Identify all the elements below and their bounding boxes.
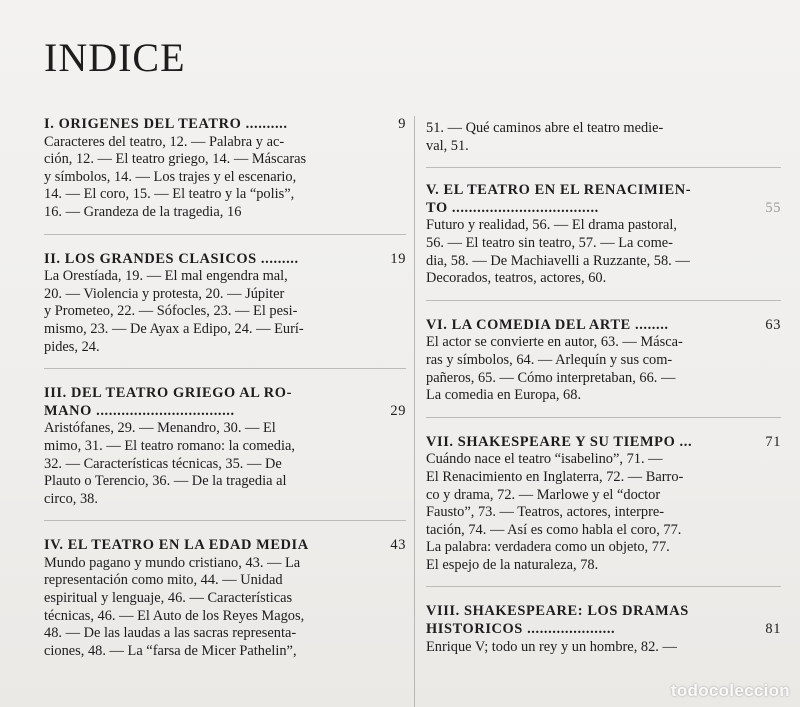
page-number: 9 — [398, 116, 406, 132]
page-number: 63 — [765, 316, 781, 333]
section-heading: V. EL TEATRO EN EL RENACIMIEN- TO ................................... 55 — [426, 182, 781, 216]
page-number: 71 — [765, 433, 781, 450]
section-heading: IV. EL TEATRO EN LA EDAD MEDIA 43 — [44, 537, 406, 554]
page-number: 29 — [390, 402, 406, 419]
section-heading: III. DEL TEATRO GRIEGO AL RO- MANO ................................. 29 — [44, 385, 406, 419]
section-heading: II. LOS GRANDES CLASICOS ......... 19 — [44, 250, 406, 267]
toc-section-4: IV. EL TEATRO EN LA EDAD MEDIA 43 Mundo pagano y mundo cristiano, 43. — La representación como mito, 44. — Unidad espiritual y lenguaje, 46. — Características técnicas, 46. — El Auto de los Reyes Magos, 48. — De las laudas a las sacras representa- ciones, 48. — La “farsa de Micer Pathelin”, — [44, 537, 406, 659]
toc-section-5: V. EL TEATRO EN EL RENACIMIEN- TO ................................... 55 Futuro y realidad, 56. — El drama pastoral, 56. — El teatro sin teatro, 57. — La come- dia, 58. — De Machiavelli a Ruzzante, 58. — Decorados, teatros, actores, 60. — [426, 182, 781, 301]
section-heading: VIII. SHAKESPEARE: LOS DRAMAS HISTORICOS ..................... 81 — [426, 603, 781, 638]
page-number: 55 — [765, 199, 781, 216]
toc-section-8: VIII. SHAKESPEARE: LOS DRAMAS HISTORICOS ..................... 81 Enrique V; todo un rey y un hombre, 82. — — [426, 603, 781, 655]
page-title: INDICE — [44, 35, 186, 80]
column-divider — [414, 116, 415, 707]
page-number: 81 — [765, 621, 781, 638]
right-column — [426, 120, 781, 684]
left-column — [44, 116, 406, 688]
toc-section-1: I. ORIGENES DEL TEATRO .......... 9 Caracteres del teatro, 12. — Palabra y ac- ción, 12. — El teatro griego, 14. — Máscaras y símbolos, 14. — Los trajes y el escenario, 14. — El coro, 15. — El teatro y la “polis”, 16. — Grandeza de la tragedia, 16 — [44, 116, 406, 235]
section-heading: I. ORIGENES DEL TEATRO .......... 9 — [44, 116, 406, 132]
page-number: 43 — [390, 537, 406, 554]
toc-continuation: 51. — Qué caminos abre el teatro medie- val, 51. — [426, 120, 781, 168]
toc-section-2: II. LOS GRANDES CLASICOS ......... 19 La Orestíada, 19. — El mal engendra mal, 20. — Violencia y protesta, 20. — Júpiter y Prometeo, 22. — Sófocles, 23. — El pesi- mismo, 23. — De Ayax a Edipo, 24. — Eurí- pides, 24. — [44, 251, 406, 370]
site-watermark: todocoleccion — [670, 681, 790, 700]
section-heading: VI. LA COMEDIA DEL ARTE ........ 63 — [426, 316, 781, 333]
page-number: 19 — [390, 250, 406, 267]
toc-section-6: VI. LA COMEDIA DEL ARTE ........ 63 El actor se convierte en autor, 63. — Másca- ras y símbolos, 64. — Arlequín y sus com- pañeros, 65. — Cómo interpretaban, 66. — La comedia en Europa, 68. — [426, 317, 781, 418]
toc-section-7: VII. SHAKESPEARE Y SU TIEMPO ... 71 Cuándo nace el teatro “isabelino”, 71. — El Renacimiento en Inglaterra, 72. — Barro- co y drama, 72. — Marlowe y el “doctor Fausto”, 73. — Teatros, actores, interpre- tación, 74. — Así es como habla el coro, 77. La palabra: verdadera como un objeto, 77. El espejo de la naturaleza, 78. — [426, 434, 781, 588]
section-heading: VII. SHAKESPEARE Y SU TIEMPO ... 71 — [426, 433, 781, 450]
toc-section-3: III. DEL TEATRO GRIEGO AL RO- MANO ................................. 29 Aristófanes, 29. — Menandro, 30. — El mimo, 31. — El teatro romano: la comedia, 32. — Características técnicas, 35. — De Plauto o Terencio, 36. — De la tragedia al circo, 38. — [44, 385, 406, 521]
